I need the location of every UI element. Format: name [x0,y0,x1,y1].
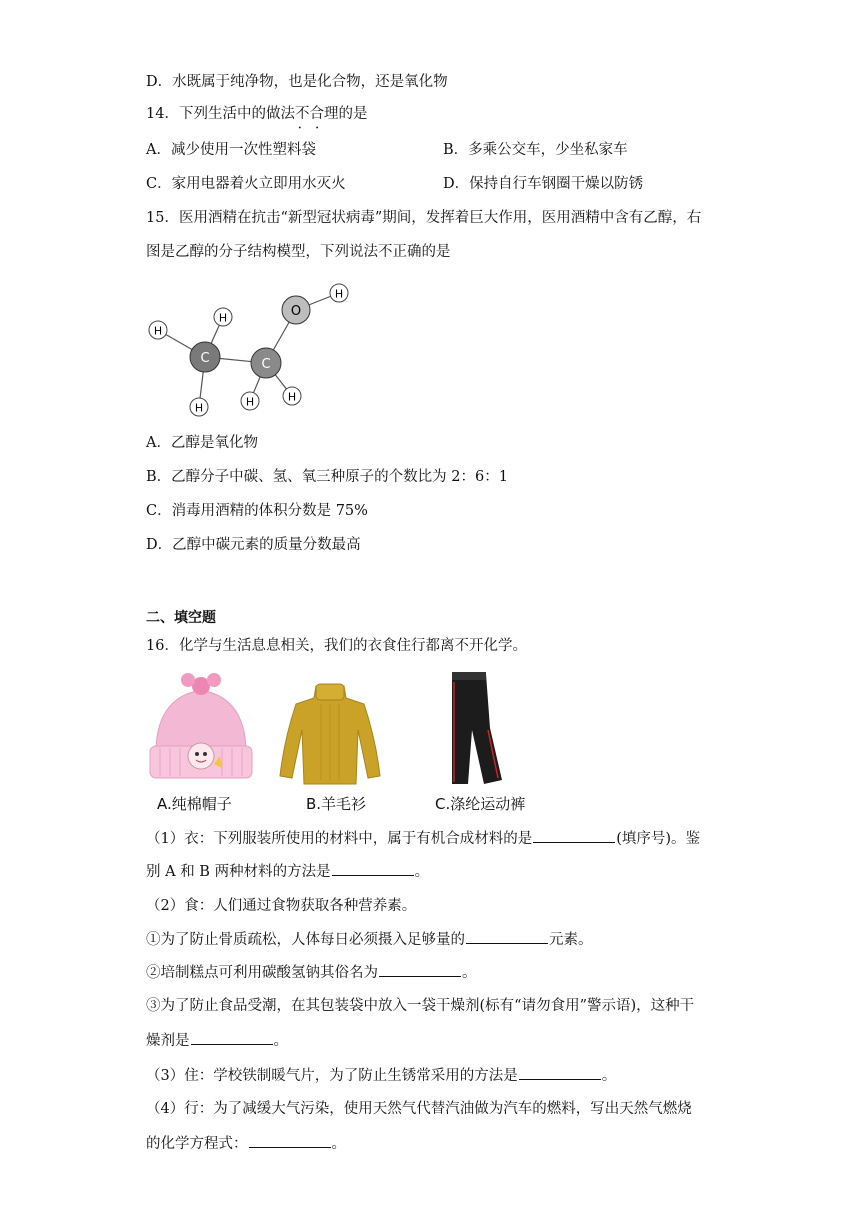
polyester-pants-image [440,668,510,788]
svg-text:H: H [194,401,204,415]
ethanol-molecule-model [140,280,370,420]
q16-part2-3-line2: 燥剂是 。 [146,1030,288,1051]
hydrogen-atom [241,392,259,410]
q16-part2-2: ②培制糕点可利用碳酸氢钠其俗名为 。 [146,962,477,983]
answer-blank[interactable] [379,962,461,977]
hydrogen-atom [283,387,301,405]
q16-part4-line2: 的化学方程式： 。 [146,1133,346,1154]
q14-option-d: D．保持自行车钢圈干燥以防锈 [443,176,644,192]
answer-blank[interactable] [533,828,615,843]
q15-option-a: A．乙醇是氧化物 [146,435,258,451]
section-heading: 二、填空题 [146,610,216,626]
q14-option-b: B．多乘公交车，少坐私家车 [443,142,628,158]
hydrogen-atom [214,308,232,326]
svg-text:C: C [261,357,271,372]
hydrogen-atom [330,284,348,302]
q14-stem: 14．下列生活中的做法不合理 • •的是 [146,104,367,124]
svg-text:H: H [218,311,228,325]
q15-stem-line2: 图是乙醇的分子结构模型，下列说法不正确的是 [146,244,451,260]
answer-blank[interactable] [332,861,414,876]
q15-stem-line1: 15．医用酒精在抗击“新型冠状病毒”期间，发挥着巨大作用，医用酒精中含有乙醇，右 [146,210,702,226]
wool-sweater-image [276,680,384,788]
answer-blank[interactable] [466,929,548,944]
q16-part4-line1: （4）行：为了减缓大气污染，使用天然气代替汽油做为汽车的燃料，写出天然气燃烧 [146,1101,692,1117]
q16-part1-line1: （1）衣：下列服装所使用的材料中，属于有机合成材料的是 (填序号)。鉴 [146,828,700,849]
q13-option-d: D．水既属于纯净物，也是化合物，还是氧化物 [146,74,448,90]
answer-blank[interactable] [191,1030,273,1045]
q16-part3: （3）住：学校铁制暖气片，为了防止生锈常采用的方法是 。 [146,1065,616,1086]
svg-text:H: H [245,395,255,409]
q16-part2: （2）食：人们通过食物获取各种营养素。 [146,898,417,914]
emphasis-dots: 不合理 • • [295,106,339,122]
caption-a: A.纯棉帽子 [157,795,232,813]
q14-option-c: C．家用电器着火立即用水灭火 [146,176,346,192]
svg-text:H: H [153,324,163,338]
caption-c: C.涤纶运动裤 [435,795,526,813]
q16-part1-line2: 别 A 和 B 两种材料的方法是 。 [146,861,429,882]
carbon-atom [251,348,281,378]
carbon-atom [190,342,220,372]
hydrogen-atom [149,321,167,339]
q16-part2-1: ①为了防止骨质疏松，人体每日必须摄入足够量的 元素。 [146,929,593,950]
q15-option-d: D．乙醇中碳元素的质量分数最高 [146,537,361,553]
q16-part2-3-line1: ③为了防止食品受潮，在其包装袋中放入一袋干燥剂(标有“请勿食用”警示语)，这种干 [146,998,695,1014]
caption-b: B.羊毛衫 [306,795,367,813]
answer-blank[interactable] [519,1065,601,1080]
oxygen-atom [282,296,310,324]
svg-text:H: H [287,390,297,404]
cotton-hat-image [146,668,256,784]
q16-stem: 16．化学与生活息息相关，我们的衣食住行都离不开化学。 [146,638,527,654]
hydrogen-atom [190,398,208,416]
answer-blank[interactable] [249,1133,331,1148]
svg-text:C: C [200,351,210,366]
q15-option-b: B．乙醇分子中碳、氢、氧三种原子的个数比为 2：6：1 [146,469,508,485]
svg-text:H: H [334,287,344,301]
q14-option-a: A．减少使用一次性塑料袋 [146,142,316,158]
q15-option-c: C．消毒用酒精的体积分数是 75% [146,503,368,519]
svg-text:O: O [290,304,302,319]
